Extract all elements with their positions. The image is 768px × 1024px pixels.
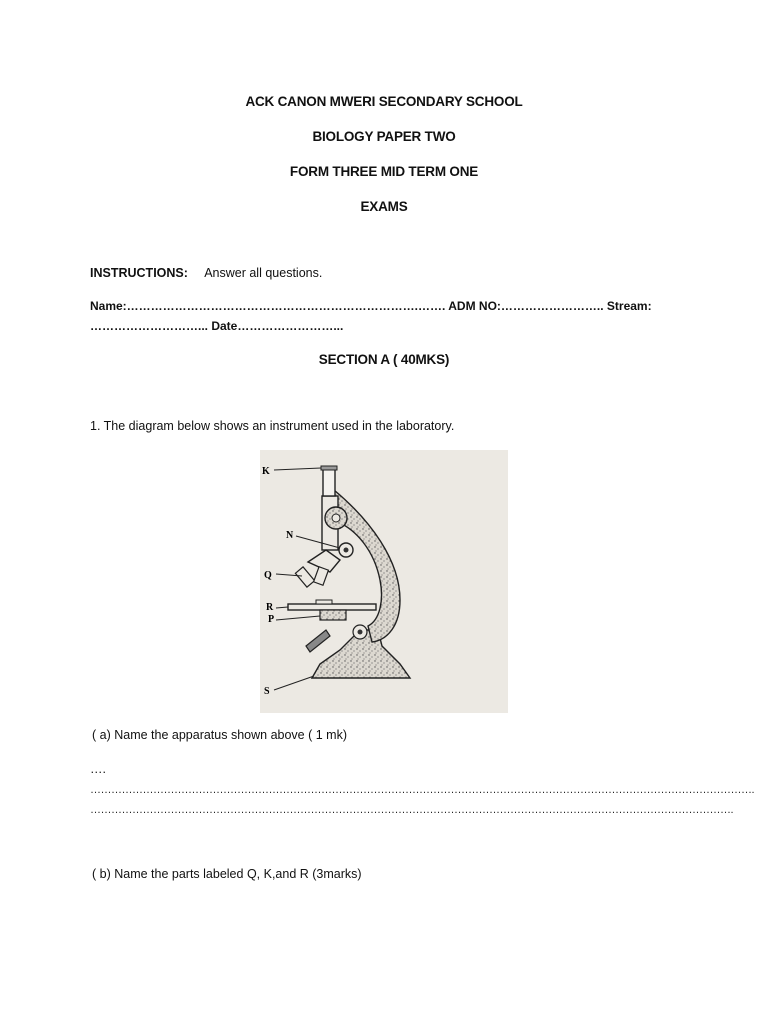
figure-label-p: P	[268, 614, 275, 625]
label-line-p	[276, 616, 320, 620]
answer-line-1: ….	[90, 762, 106, 776]
stage-support	[320, 610, 346, 620]
figure-label-r: R	[266, 602, 274, 613]
microscope-drawing	[260, 450, 508, 713]
question-1a: ( a) Name the apparatus shown above ( 1 mk)	[92, 728, 347, 742]
question-1-stem: 1. The diagram below shows an instrument used in the laboratory.	[90, 419, 455, 433]
coarse-adjustment-center	[332, 514, 340, 522]
name-adm-stream-line: Name:……………………………………………………………….……. ADM NO:…………………….. Stream:	[90, 299, 652, 313]
figure-label-q: Q	[264, 570, 272, 581]
figure-label-k: K	[262, 466, 270, 477]
instructions-label: INSTRUCTIONS:	[90, 266, 188, 280]
exam-label: EXAMS	[360, 199, 408, 214]
question-1b: ( b) Name the parts labeled Q, K,and R (3marks)	[92, 867, 362, 881]
objective-lens-1	[295, 567, 314, 587]
objective-lens-2	[314, 567, 329, 585]
fine-adjustment-center	[344, 548, 349, 553]
eyepiece-cap	[321, 466, 337, 470]
paper-title: BIOLOGY PAPER TWO	[312, 129, 456, 144]
exam-term: FORM THREE MID TERM ONE	[289, 164, 479, 179]
figure-label-s: S	[264, 686, 270, 697]
label-line-k	[274, 468, 321, 470]
school-name: ACK CANON MWERI SECONDARY SCHOOL	[245, 94, 523, 109]
instructions-text: Answer all questions.	[204, 266, 323, 280]
condenser-knob-center	[358, 630, 363, 635]
answer-line-3: ………………………………………………………………………………………………………………………………………………………………….	[90, 804, 734, 816]
eyepiece	[323, 468, 335, 496]
stage	[288, 604, 376, 610]
mirror	[306, 630, 330, 652]
stream-date-line: ………………………... Date……………………...	[90, 319, 344, 333]
slide-clip	[316, 600, 332, 604]
label-line-s	[274, 676, 314, 690]
microscope-diagram	[260, 450, 508, 713]
section-title: SECTION A ( 40MKS)	[318, 352, 450, 367]
label-line-r	[276, 607, 288, 608]
instructions-row	[90, 266, 322, 280]
answer-line-2: ……………………………………………………………………………………………………………………………………………………………………….	[90, 784, 755, 796]
figure-label-n: N	[286, 530, 294, 541]
